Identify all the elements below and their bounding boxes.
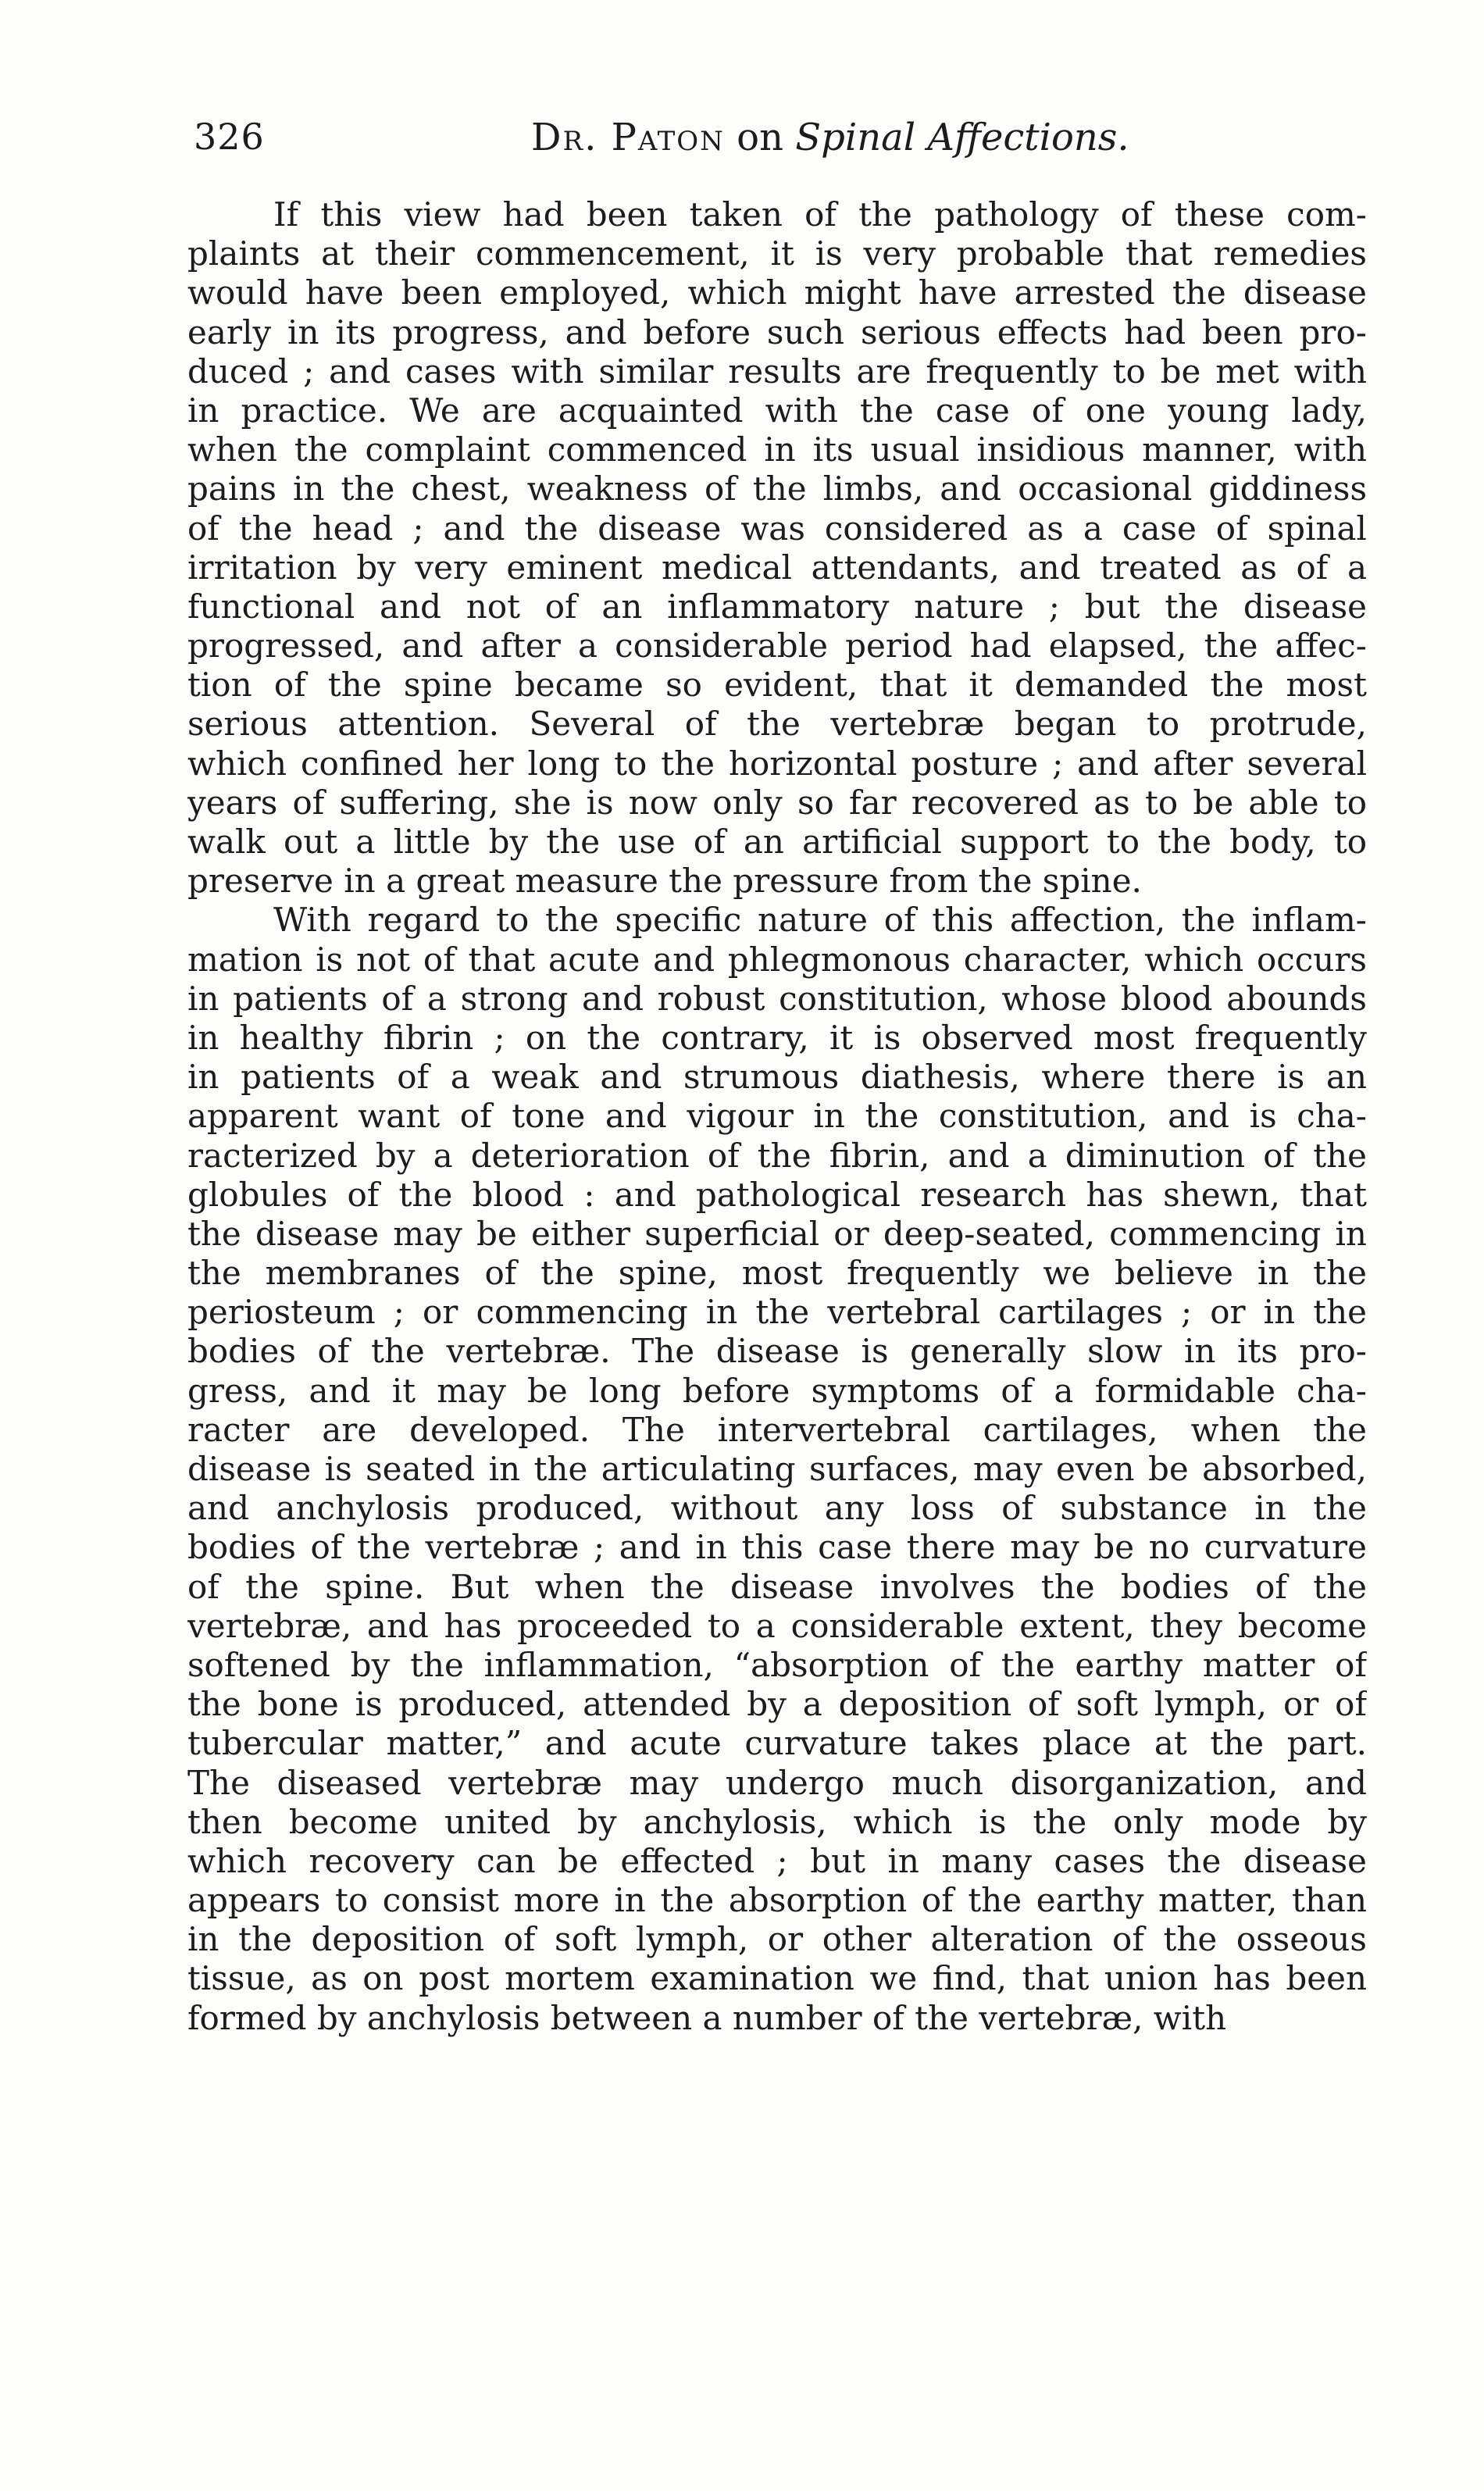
text-line: the bone is produced, attended by a deposition of soft lymph, or of: [187, 1685, 1367, 1724]
author-name: Dr. Paton: [531, 116, 725, 159]
text-line: pains in the chest, weakness of the limbs, and occasional giddiness: [187, 469, 1367, 509]
text-line: serious attention. Several of the vertebræ began to protrude,: [187, 705, 1367, 744]
text-line: years of suffering, she is now only so far recovered as to be able to: [187, 783, 1367, 822]
text-line: of the head ; and the disease was considered as a case of spinal: [187, 509, 1367, 548]
text-line: in the deposition of soft lymph, or other alteration of the osseous: [187, 1920, 1367, 1959]
text-line: apparent want of tone and vigour in the constitution, and is cha-: [187, 1097, 1367, 1136]
text-line: plaints at their commencement, it is very probable that remedies: [187, 234, 1367, 273]
text-line: functional and not of an inflammatory nature ; but the disease: [187, 587, 1367, 626]
text-line: tion of the spine became so evident, that it demanded the most: [187, 666, 1367, 705]
text-line: in patients of a weak and strumous diathesis, where there is an: [187, 1058, 1367, 1097]
running-title: [531, 116, 1129, 159]
text-line: formed by anchylosis between a number of the vertebræ, with: [187, 1998, 1227, 2037]
text-line: racterized by a deterioration of the fibrin, and a diminution of the: [187, 1136, 1367, 1175]
text-line: preserve in a great measure the pressure from the spine.: [187, 862, 1142, 901]
text-line: then become united by anchylosis, which is the only mode by: [187, 1802, 1367, 1841]
text-line: in healthy fibrin ; on the contrary, it is observed most frequently: [187, 1018, 1367, 1057]
text-line: in practice. We are acquainted with the case of one young lady,: [187, 391, 1367, 430]
body-text: [187, 195, 1367, 2038]
text-line: duced ; and cases with similar results are frequently to be met with: [187, 352, 1367, 391]
paragraph: [187, 901, 1367, 2037]
title-connector: on: [724, 116, 796, 159]
text-line: tissue, as on post mortem examination we find, that union has been: [187, 1959, 1367, 1998]
text-line: early in its progress, and before such serious effects had been pro-: [187, 312, 1367, 352]
text-line: of the spine. But when the disease involves the bodies of the: [187, 1567, 1367, 1606]
text-line: vertebræ, and has proceeded to a considerable extent, they become: [187, 1606, 1367, 1645]
text-line: bodies of the vertebræ ; and in this case there may be no curvature: [187, 1528, 1367, 1567]
text-line: which recovery can be effected ; but in many cases the disease: [187, 1841, 1367, 1880]
text-line: racter are developed. The intervertebral cartilages, when the: [187, 1410, 1367, 1449]
text-line: gress, and it may be long before symptoms of a formidable cha-: [187, 1371, 1367, 1410]
text-line: The diseased vertebræ may undergo much disorganization, and: [187, 1763, 1367, 1802]
page-number: 326: [194, 116, 265, 158]
text-line: in patients of a strong and robust constitution, whose blood abounds: [187, 979, 1367, 1018]
text-line: irritation by very eminent medical attendants, and treated as of a: [187, 548, 1367, 587]
text-line: With regard to the specific nature of this affection, the inflam-: [273, 901, 1367, 940]
text-line: periosteum ; or commencing in the vertebral cartilages ; or in the: [187, 1293, 1367, 1332]
text-line: walk out a little by the use of an artificial support to the body, to: [187, 823, 1367, 861]
text-line: appears to consist more in the absorption of the earthy matter, than: [187, 1881, 1367, 1920]
text-line: would have been employed, which might have arrested the disease: [187, 273, 1367, 312]
text-line: mation is not of that acute and phlegmonous character, which occurs: [187, 940, 1367, 979]
text-line: the disease may be either superficial or deep-seated, commencing in: [187, 1214, 1367, 1253]
text-line: and anchylosis produced, without any loss of substance in the: [187, 1489, 1367, 1528]
text-line: the membranes of the spine, most frequently we believe in the: [187, 1254, 1367, 1293]
text-line: If this view had been taken of the pathology of these com-: [273, 195, 1367, 234]
text-line: when the complaint commenced in its usual insidious manner, with: [187, 430, 1367, 469]
text-line: tubercular matter,” and acute curvature takes place at the part.: [187, 1724, 1367, 1763]
running-head: [187, 116, 1375, 170]
text-line: bodies of the vertebræ. The disease is generally slow in its pro-: [187, 1332, 1367, 1371]
text-line: disease is seated in the articulating surfaces, may even be absorbed,: [187, 1450, 1367, 1488]
text-line: globules of the blood : and pathological research has shewn, that: [187, 1175, 1367, 1214]
text-line: progressed, and after a considerable period had elapsed, the affec-: [187, 626, 1367, 666]
text-line: which confined her long to the horizontal posture ; and after several: [187, 744, 1367, 783]
paragraph: [187, 195, 1367, 901]
text-line: softened by the inflammation, “absorption of the earthy matter of: [187, 1645, 1367, 1684]
article-subject: Spinal Affections.: [795, 116, 1129, 159]
